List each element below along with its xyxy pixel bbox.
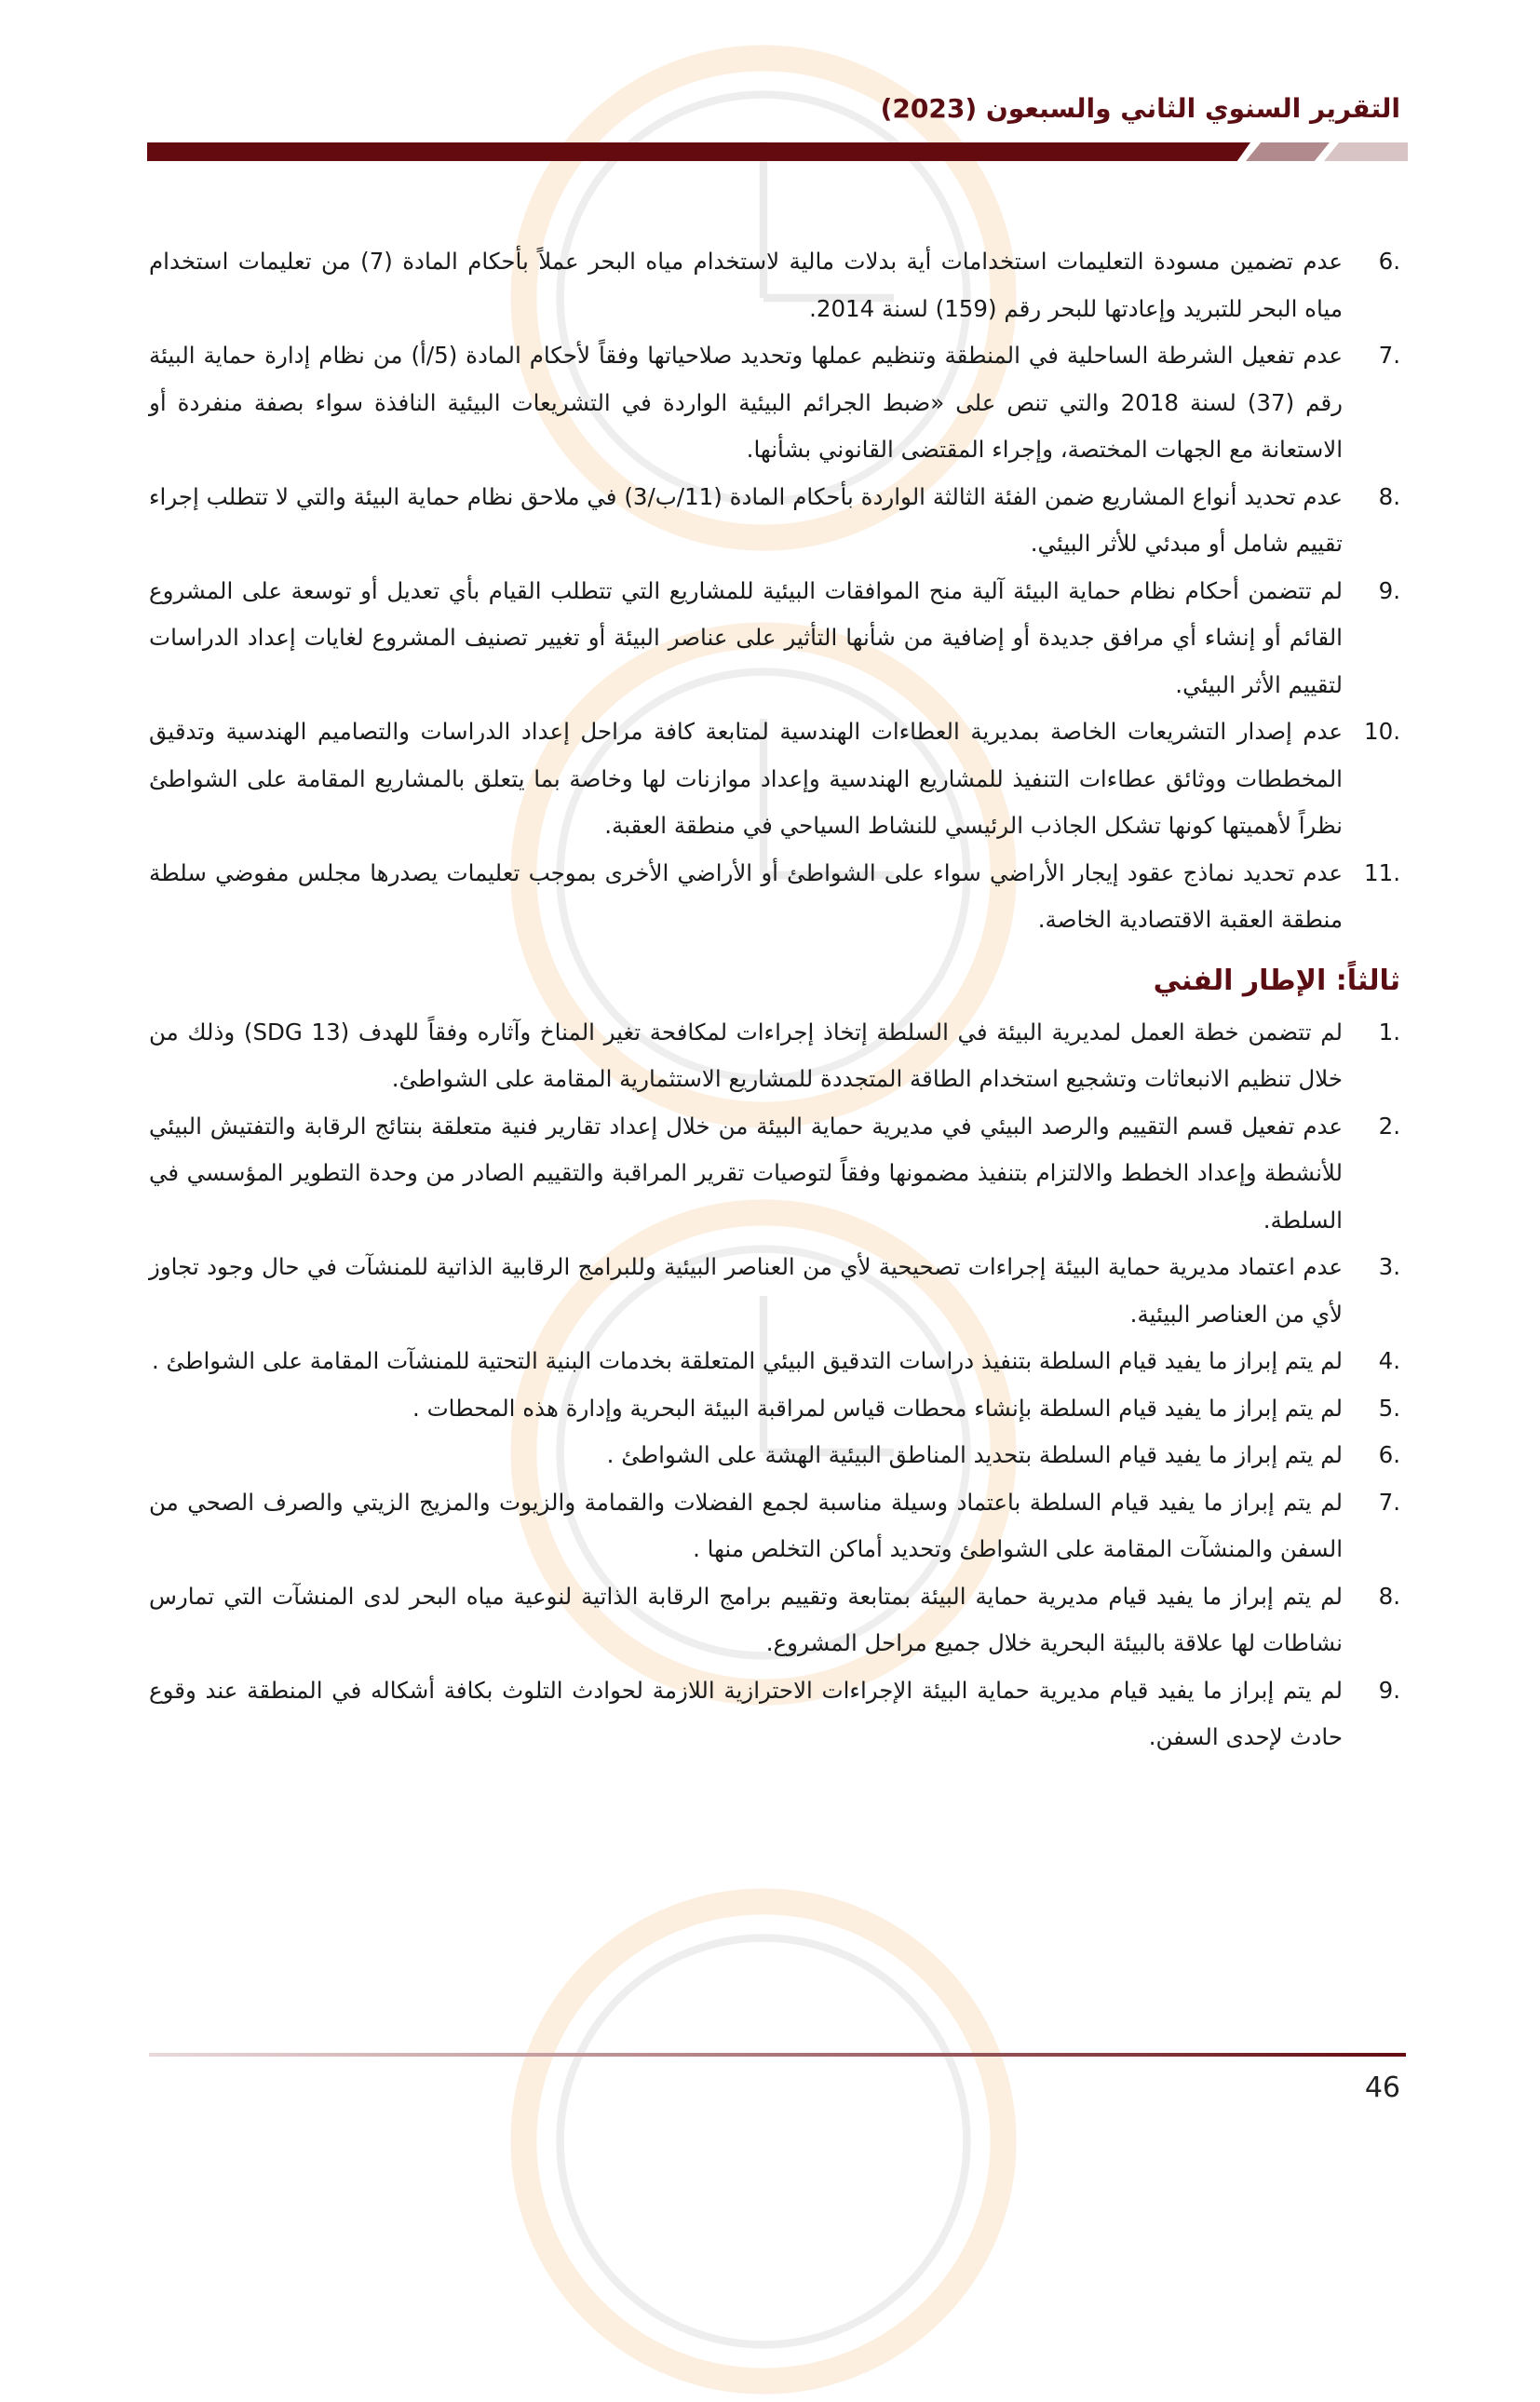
item-number: 8. (1378, 482, 1400, 510)
item-text: لم يتم إبراز ما يفيد قيام السلطة بتحديد المناطق البيئية الهشة على الشواطئ . (606, 1441, 1343, 1468)
list-item (149, 1103, 1400, 1245)
item-number: 8. (1378, 1582, 1400, 1610)
header-bar (147, 142, 1250, 161)
list-item (149, 1479, 1400, 1573)
item-number: 3. (1378, 1253, 1400, 1280)
item-text: لم تتضمن خطة العمل لمديرية البيئة في السلطة إتخاذ إجراءات لمكافحة تغير المناخ وآثاره وفقاً للهدف (SDG 13) وذلك من خلال تنظيم الانبعاثات وتشجيع استخدام الطاقة المتجددة للمشاريع الاستثمارية المقامة على الشواطئ. (149, 1018, 1344, 1092)
page-number: 46 (1364, 2071, 1400, 2104)
item-text: عدم تفعيل قسم التقييم والرصد البيئي في مديرية حماية البيئة من خلال إعداد تقارير فنية متعلقة بنتائج الرقابة والتفتيش البيئي للأنشطة وإعداد الخطط والالتزام بتنفيذ مضمونها وفقاً لتوصيات تقرير المراقبة والتقييم الصادر من وحدة التطوير المؤسسي في السلطة. (149, 1112, 1343, 1234)
findings-list-legal (149, 238, 1400, 944)
item-text: لم يتم إبراز ما يفيد قيام مديرية حماية البيئة الإجراءات الاحترازية اللازمة لحوادث التلوث بكافة أشكاله في المنطقة عند وقوع حادث لإحدى السفن. (149, 1676, 1343, 1750)
item-number: 7. (1378, 1488, 1400, 1516)
item-number: 11. (1364, 858, 1400, 886)
item-text: عدم إصدار التشريعات الخاصة بمديرية العطاءات الهندسية لمتابعة كافة مراحل إعداد الدراسات والتصاميم الهندسية وتدقيق المخططات ووثائق عطاءات التنفيذ للمشاريع الهندسية وإعداد موازنات لها وخاصة بما يتعلق بالمشاريع المقامة على الشواطئ نظراً لأهميتها كونها تشكل الجاذب الرئيسي للنشاط السياحي في منطقة العقبة. (149, 718, 1343, 839)
list-item (149, 1009, 1400, 1103)
list-item (149, 238, 1400, 332)
item-text: لم يتم إبراز ما يفيد قيام السلطة بإنشاء محطات قياس لمراقبة البيئة البحرية وإدارة هذه المحطات . (412, 1394, 1343, 1422)
list-item (149, 568, 1400, 709)
item-text: عدم تفعيل الشرطة الساحلية في المنطقة وتنظيم عملها وتحديد صلاحياتها وفقاً لأحكام المادة (5/أ) من نظام إدارة حماية البيئة رقم (37) لسنة 2018 والتي تنص على «ضبط الجرائم البيئية الواردة في التشريعات البيئية النافذة سواء بصفة منفردة أو الاستعانة مع الجهات المختصة، وإجراء المقتضى القانوني بشأنها. (149, 342, 1344, 463)
list-item (149, 1338, 1400, 1385)
list-item (149, 1573, 1400, 1667)
report-title: التقرير السنوي الثاني والسبعون (2023) (880, 93, 1400, 124)
list-item (149, 474, 1400, 568)
list-item (149, 332, 1400, 474)
list-item (149, 708, 1400, 850)
item-text: لم يتم إبراز ما يفيد قيام مديرية حماية البيئة بمتابعة وتقييم برامج الرقابة الذاتية لنوعية مياه البحر لدى المنشآت التي تمارس نشاطات لها علاقة بالبيئة البحرية خلال جميع مراحل المشروع. (149, 1582, 1343, 1656)
section-heading: ثالثاً: الإطار الفني (1153, 964, 1400, 997)
item-number: 6. (1378, 1441, 1400, 1468)
item-number: 10. (1364, 718, 1400, 745)
list-item (149, 1432, 1400, 1479)
list-item (149, 1667, 1400, 1761)
watermark-logo (503, 1881, 1024, 2402)
item-number: 2. (1378, 1112, 1400, 1140)
header-bar-accent (1246, 142, 1330, 161)
findings-list-technical (149, 1009, 1400, 1761)
item-number: 9. (1378, 576, 1400, 604)
item-text: عدم تضمين مسودة التعليمات استخدامات أية بدلات مالية لاستخدام مياه البحر عملاً بأحكام المادة (7) من تعليمات استخدام مياه البحر للتبريد وإعادتها للبحر رقم (159) لسنة 2014. (149, 248, 1343, 322)
list-item (149, 1244, 1400, 1338)
footer-divider (149, 2053, 1406, 2057)
item-number: 4. (1378, 1347, 1400, 1374)
item-number: 6. (1378, 248, 1400, 275)
document-body (149, 238, 1400, 1761)
header-bar-accent-light (1324, 142, 1408, 161)
item-number: 7. (1378, 342, 1400, 369)
list-item (149, 850, 1400, 944)
item-text: لم تتضمن أحكام نظام حماية البيئة آلية منح الموافقات البيئية للمشاريع التي تتطلب القيام بأي تعديل أو توسعة على المشروع القائم أو إنشاء أي مرافق جديدة أو إضافية من شأنها التأثير على عناصر البيئة أو تغيير تصنيف المشروع لغايات إعداد الدراسات لتقييم الأثر البيئي. (149, 576, 1343, 698)
item-text: عدم تحديد أنواع المشاريع ضمن الفئة الثالثة الواردة بأحكام المادة (11/ب/3) في ملاحق نظام حماية البيئة والتي لا تتطلب إجراء تقييم شامل أو مبدئي للأثر البيئي. (149, 482, 1343, 557)
list-item (149, 1385, 1400, 1433)
item-number: 9. (1378, 1676, 1400, 1704)
item-text: عدم اعتماد مديرية حماية البيئة إجراءات تصحيحية لأي من العناصر البيئية وللبرامج الرقابية الذاتية للمنشآت في حال وجود تجاوز لأي من العناصر البيئية. (149, 1253, 1343, 1328)
item-text: لم يتم إبراز ما يفيد قيام السلطة بتنفيذ دراسات التدقيق البيئي المتعلقة بخدمات البنية التحتية للمنشآت المقامة على الشواطئ . (151, 1347, 1343, 1374)
item-text: عدم تحديد نماذج عقود إيجار الأراضي سواء على الشواطئ أو الأراضي الأخرى بموجب تعليمات يصدرها مجلس مفوضي سلطة منطقة العقبة الاقتصادية الخاصة. (149, 858, 1343, 933)
item-text: لم يتم إبراز ما يفيد قيام السلطة باعتماد وسيلة مناسبة لجمع الفضلات والقمامة والزيوت والمزيج الزيتي والصرف الصحي من السفن والمنشآت المقامة على الشواطئ وتحديد أماكن التخلص منها . (149, 1488, 1343, 1562)
item-number: 1. (1378, 1018, 1400, 1046)
item-number: 5. (1378, 1394, 1400, 1422)
